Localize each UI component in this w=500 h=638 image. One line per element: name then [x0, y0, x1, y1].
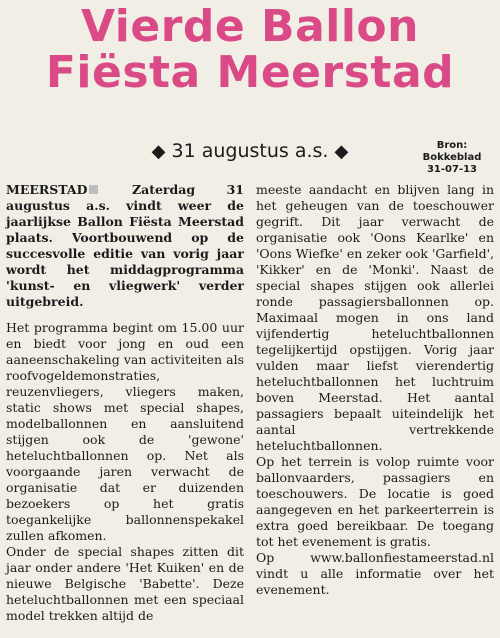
source-date: 31-07-13 — [426, 164, 478, 175]
source-label: Bron: — [436, 140, 468, 151]
square-icon — [89, 185, 98, 194]
source-note — [412, 140, 492, 176]
paragraph-continued: meeste aandacht en blijven lang in het geheugen van de toeschouwer gegrift. Dit jaar verwacht de organisatie ook 'Oons Kearlke' en 'Oons Wiefke' en zeker ook 'Garfield', 'Kikker' en de 'Monki'. Naast de special shapes stijgen ook allerlei ronde passagiersballonnen op. Maximaal mogen in ons land vijfendertig heteluchtballonnen tegelijkertijd opstijgen. Vorig jaar vulden maar liefst vierendertig heteluchtballonnen het luchtruim boven Meerstad. Het aantal passagiers bepaalt uiteindelijk het aantal vertrekkende heteluchtballonnen. — [256, 182, 494, 453]
diamond-icon: ◆ — [334, 141, 349, 162]
article-lead — [6, 182, 244, 310]
headline-line-2: Fiësta Meerstad — [45, 47, 455, 98]
event-date-text: 31 augustus a.s. — [171, 140, 329, 162]
headline — [0, 0, 500, 96]
article-column-right — [256, 182, 494, 598]
lead-text: Zaterdag 31 augustus a.s. vindt weer de jaarlijkse Ballon Fiësta Meerstad plaats. Voortbouwend op de succesvolle editie van vorig jaar wordt het middagprogramma 'kunst- en vliegwerk' verder uitgebreid. — [6, 182, 244, 309]
headline-line-1: Vierde Ballon — [80, 1, 419, 52]
paragraph-special-shapes: Onder de special shapes zitten dit jaar onder andere 'Het Kuiken' en de nieuwe Belgische 'Babette'. Deze heteluchtballonnen met een speciaal model trekken altijd de — [6, 544, 244, 623]
article-kicker: MEERSTAD — [6, 182, 88, 197]
source-name: Bokkeblad — [422, 152, 482, 163]
diamond-icon: ◆ — [151, 141, 166, 162]
article-column-left — [6, 182, 244, 624]
paragraph-website: Op www.ballonfiestameerstad.nl vindt u alle informatie over het evenement. — [256, 550, 494, 597]
paragraph-terrein: Op het terrein is volop ruimte voor ballonvaarders, passagiers en toeschouwers. De locatie is goed aangegeven en het parkeerterrein is extra goed bereikbaar. De toegang tot het evenement is gratis. — [256, 454, 494, 549]
paragraph-programma: Het programma begint om 15.00 uur en biedt voor jong en oud een aaneenschakeling van activiteiten als roofvogeldemonstraties, reuzenvliegers, vliegers maken, static shows met special shapes, modelballonnen en aansluitend stijgen ook de 'gewone' heteluchtballonnen op. Net als voorgaande jaren verwacht de organisatie dat er duizenden bezoekers op het gratis toegankelijke ballonnenspekakel zullen afkomen. — [6, 320, 244, 543]
